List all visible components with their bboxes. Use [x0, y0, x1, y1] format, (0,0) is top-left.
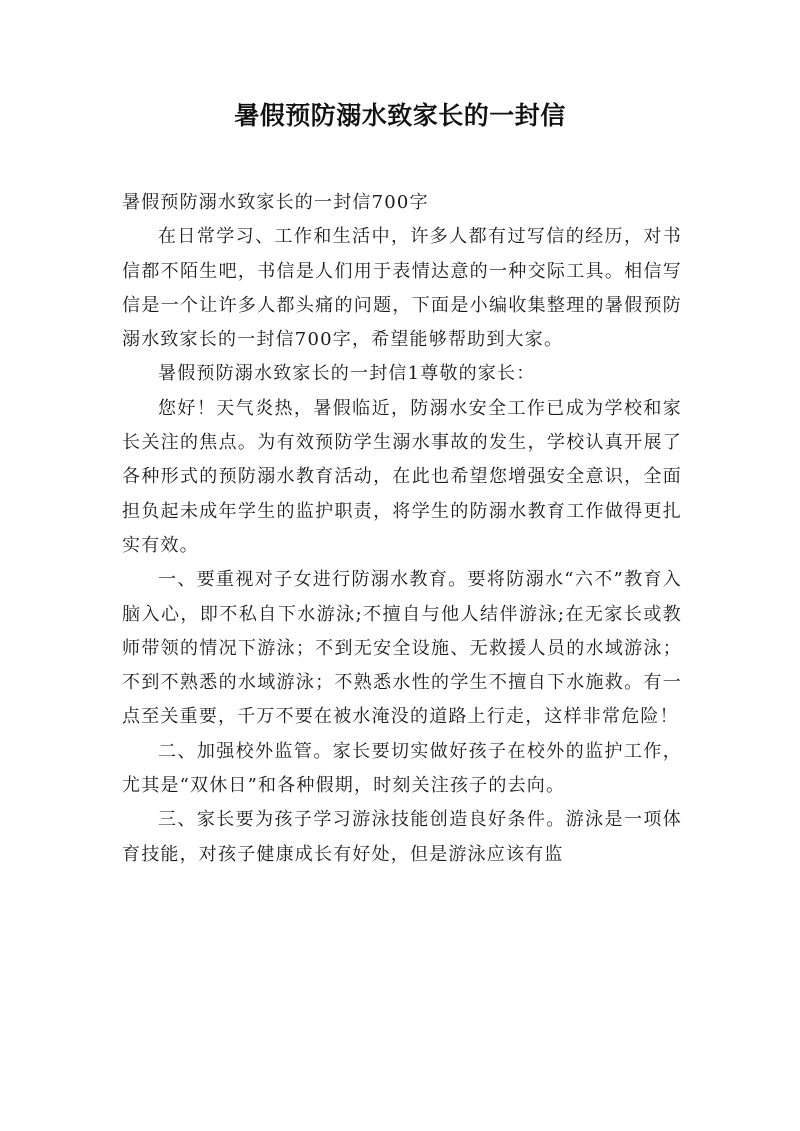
- document-title: 暑假预防溺水致家长的一封信: [234, 101, 566, 130]
- letter-heading-paragraph: 暑假预防溺水致家长的一封信1尊敬的家长：: [158, 363, 536, 385]
- document-body: [122, 186, 682, 872]
- point-three-paragraph: 三、家长要为孩子学习游泳技能创造良好条件。游泳是一项体育技能，对孩子健康成长有好处，但是游泳应该有监: [122, 809, 682, 865]
- intro-paragraph: 在日常学习、工作和生活中，许多人都有过写信的经历，对书信都不陌生吧，书信是人们用于表情达意的一种交际工具。相信写信是一个让许多人都头痛的问题，下面是小编收集整理的暑假预防溺水致家长的一封信700字，希望能够帮助到大家。: [122, 226, 682, 351]
- point-two-paragraph: 二、加强校外监管。家长要切实做好孩子在校外的监护工作，尤其是“双休日”和各种假期，时刻关注孩子的去向。: [122, 740, 682, 797]
- greeting-paragraph: 您好！天气炎热，暑假临近，防溺水安全工作已成为学校和家长关注的焦点。为有效预防学生溺水事故的发生，学校认真开展了各种形式的预防溺水教育活动，在此也希望您增强安全意识，全面担负起未成年学生的监护职责，将学生的防溺水教育工作做得更扎实有效。: [122, 397, 682, 556]
- document-subtitle: 暑假预防溺水致家长的一封信700字: [122, 192, 429, 213]
- point-one-paragraph: 一、要重视对子女进行防溺水教育。要将防溺水“六不”教育入脑入心，即不私自下水游泳;不擅自与他人结伴游泳;在无家长或教师带领的情况下游泳；不到无安全设施、无救援人员的水域游泳；不到不熟悉的水域游泳；不熟悉水性的学生不擅自下水施救。有一点至关重要，千万不要在被水淹没的道路上行走，这样非常危险！: [122, 569, 682, 728]
